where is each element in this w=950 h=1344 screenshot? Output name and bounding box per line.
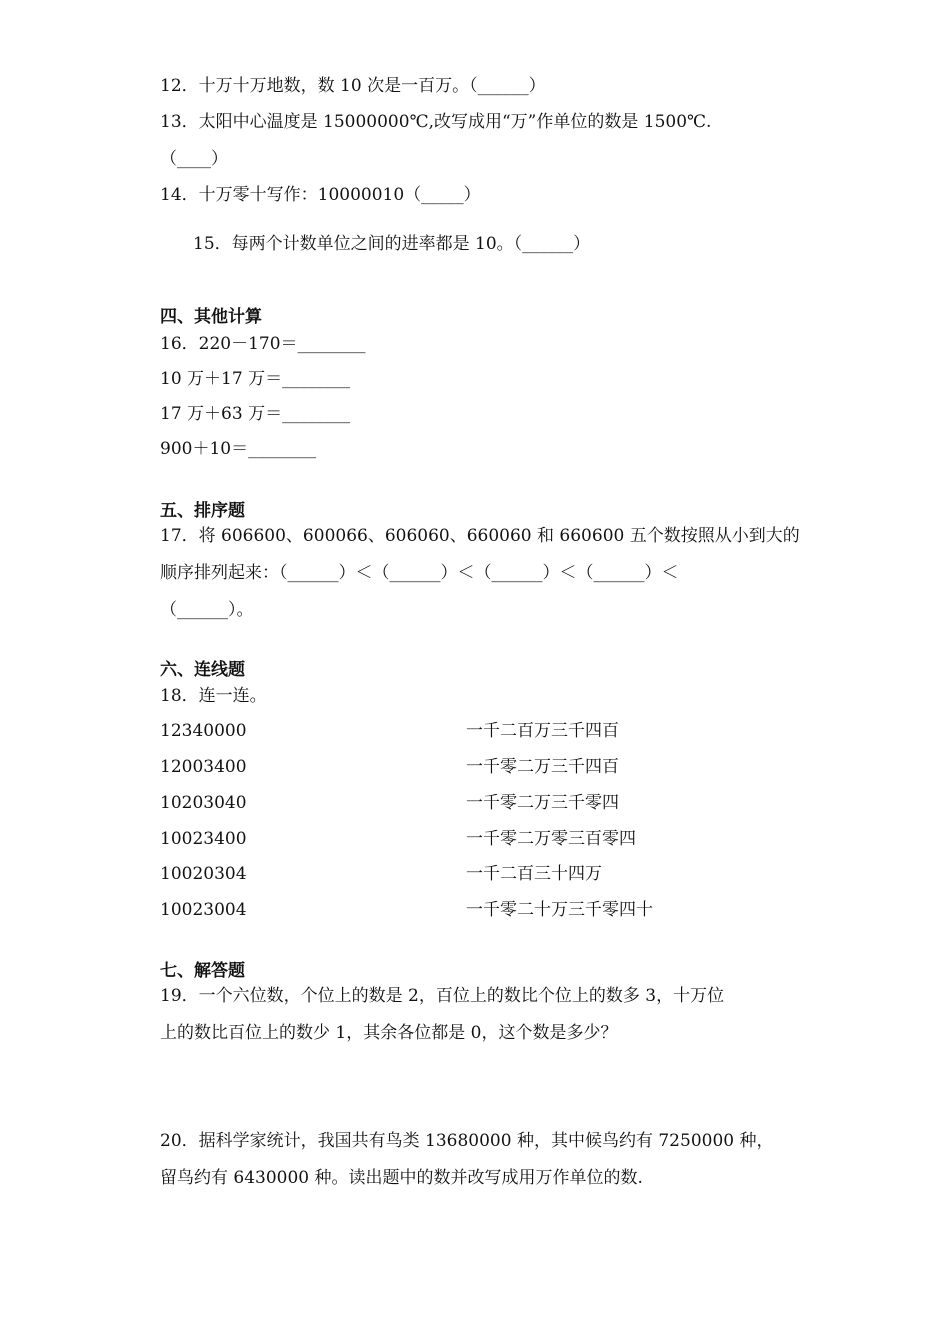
question-13-line1: 13．太阳中心温度是 15000000℃,改写成用“万”作单位的数是 1500℃. [160, 112, 712, 132]
calc-line-2: 10 万＋17 万＝________ [160, 369, 351, 389]
question-13-line2: （____） [160, 149, 228, 169]
section-7-title: 七、解答题 [160, 961, 245, 981]
match-right-5: 一千二百三十四万 [466, 864, 602, 884]
question-12: 12．十万十万地数，数 10 次是一百万。（______） [160, 76, 546, 96]
question-20-line2: 留鸟约有 6430000 种。读出题中的数并改写成用万作单位的数. [160, 1168, 643, 1188]
question-17-line1: 17．将 606600、600066、606060、660060 和 660600 五个数按照从小到大的 [160, 526, 800, 546]
match-right-1: 一千二百万三千四百 [466, 721, 619, 741]
match-left-2: 12003400 [160, 757, 247, 777]
question-17-line3: （______）。 [160, 600, 254, 620]
question-15: 15．每两个计数单位之间的进率都是 10。（______） [193, 234, 591, 254]
match-right-2: 一千零二万三千四百 [466, 757, 619, 777]
match-left-6: 10023004 [160, 900, 247, 920]
question-14: 14．十万零十写作：10000010（_____） [160, 185, 481, 205]
match-right-4: 一千零二万零三百零四 [466, 829, 636, 849]
question-19-line1: 19．一个六位数，个位上的数是 2，百位上的数比个位上的数多 3，十万位 [160, 986, 725, 1006]
question-20-line1: 20．据科学家统计，我国共有鸟类 13680000 种，其中候鸟约有 7250000 种， [160, 1131, 774, 1151]
question-18: 18．连一连。 [160, 686, 267, 706]
section-5-title: 五、排序题 [160, 501, 245, 521]
match-right-6: 一千零二十万三千零四十 [466, 900, 653, 920]
question-19-line2: 上的数比百位上的数少 1，其余各位都是 0，这个数是多少？ [160, 1023, 618, 1043]
calc-line-4: 900＋10＝________ [160, 439, 317, 459]
match-right-3: 一千零二万三千零四 [466, 793, 619, 813]
section-6-title: 六、连线题 [160, 660, 245, 680]
match-left-4: 10023400 [160, 829, 247, 849]
question-16: 16．220－170＝________ [160, 334, 366, 354]
match-left-5: 10020304 [160, 864, 247, 884]
calc-line-3: 17 万＋63 万＝________ [160, 404, 351, 424]
section-4-title: 四、其他计算 [160, 307, 262, 327]
match-left-3: 10203040 [160, 793, 247, 813]
question-17-line2: 顺序排列起来：（______）＜（______）＜（______）＜（______）＜ [160, 563, 679, 583]
match-left-1: 12340000 [160, 721, 247, 741]
